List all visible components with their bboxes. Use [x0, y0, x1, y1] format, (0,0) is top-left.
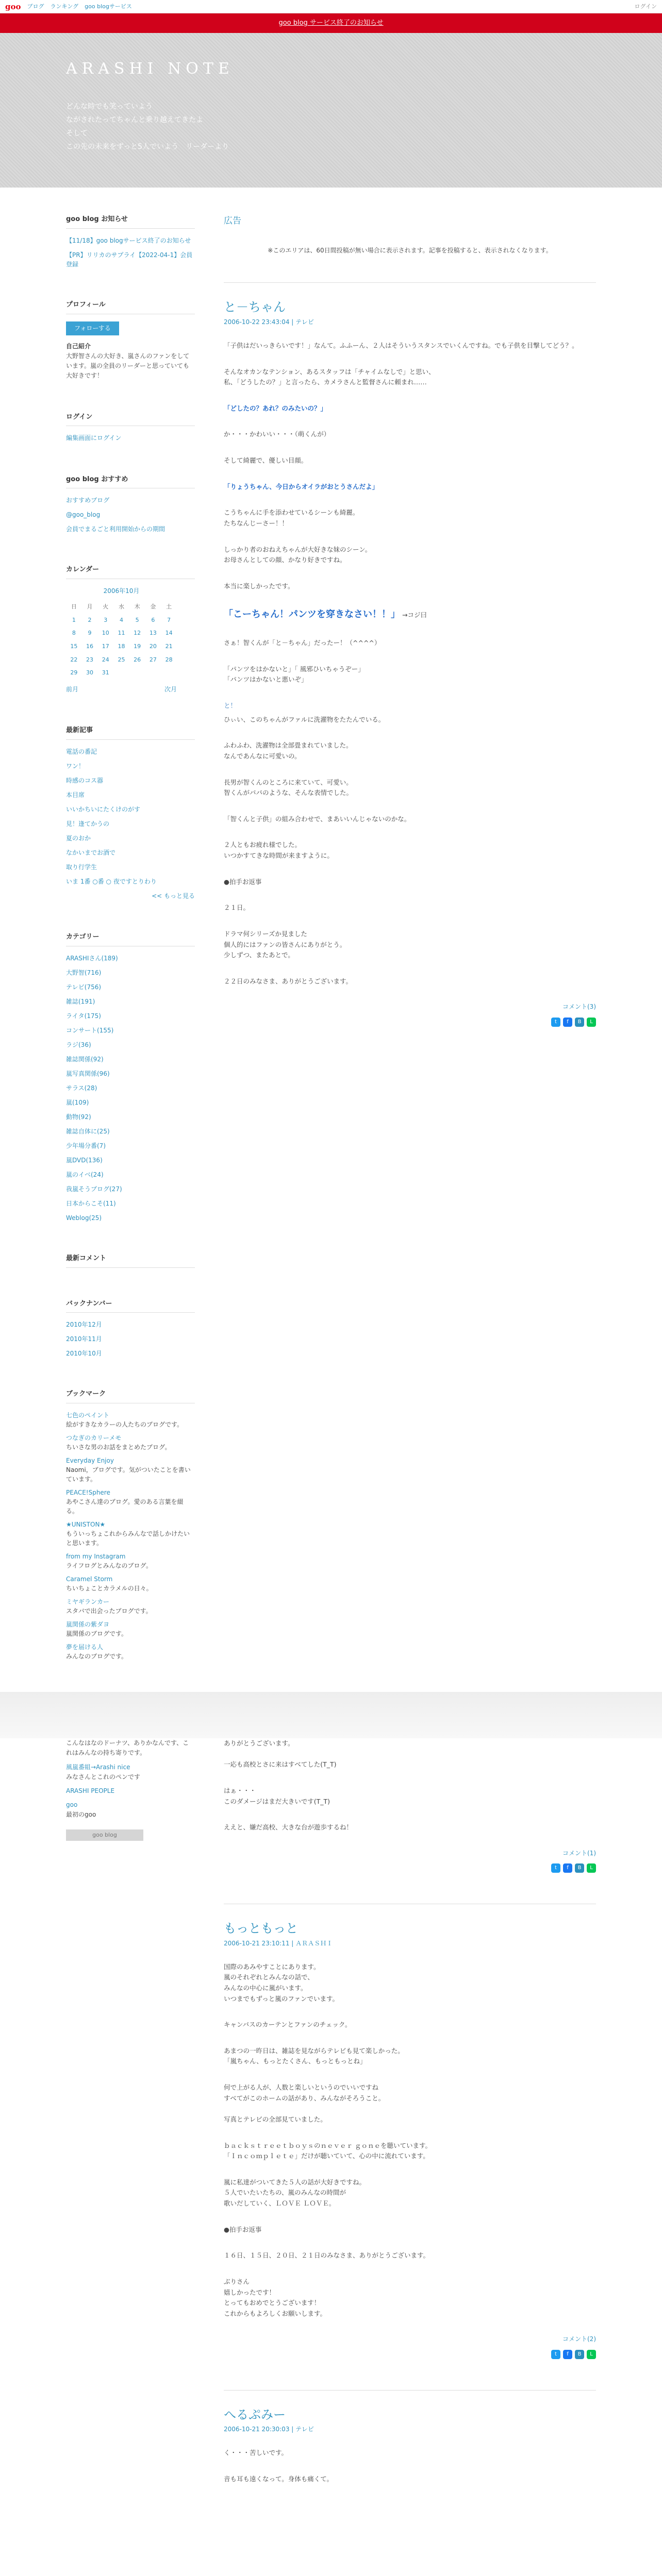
bookmark-link[interactable]: ミヤギランカー: [66, 1598, 110, 1606]
paragraph: ええと、嫌だ高校、大きな台が遊歩するね！: [224, 1823, 353, 1832]
calendar-day[interactable]: 9: [88, 630, 92, 637]
section-heading: カレンダー: [66, 565, 195, 579]
bookmark-desc: みんなのブログです。: [66, 1653, 128, 1660]
main-column-continued: [224, 1738, 596, 2515]
bookmark-link[interactable]: 風嵐番組→Arashi nice: [66, 1763, 130, 1771]
weekday: 水: [118, 603, 124, 611]
paragraph: ●拍手お返事: [224, 877, 262, 886]
calendar-day[interactable]: 27: [149, 656, 157, 663]
paragraph: ２人ともお疲れ様でした。 いつかすてきな時間が来ますように。: [224, 841, 334, 860]
twitter-share-icon[interactable]: t: [551, 2350, 560, 2359]
calendar-day[interactable]: 1: [72, 616, 76, 623]
calendar-day: [113, 666, 129, 680]
calendar-day[interactable]: 5: [135, 616, 139, 623]
service-notice-banner[interactable]: [0, 13, 662, 33]
bookmark-link[interactable]: PEACE!Sphere: [66, 1489, 110, 1497]
facebook-share-icon[interactable]: f: [563, 1863, 572, 1873]
section-heading: 最新記事: [66, 725, 195, 740]
login-link[interactable]: ログイン: [634, 3, 657, 10]
category-item[interactable]: 雑誌関係(92): [66, 1055, 104, 1063]
category-item[interactable]: ライタ(175): [66, 1012, 101, 1020]
bookmark-desc: あやこさん達のブログ。愛のある言葉を綴る。: [66, 1498, 184, 1515]
bookmark-desc: もういっちょこれからみんなで話しかけたいと思います。: [66, 1530, 190, 1547]
top-bar: [0, 0, 662, 13]
calendar-day[interactable]: 21: [165, 643, 173, 650]
recent-item[interactable]: いま 1番 ○番 ○ 夜ですとりわり: [66, 877, 157, 885]
backnumber-item[interactable]: 2010年10月: [66, 1350, 102, 1358]
section-heading: 最新コメント: [66, 1253, 195, 1268]
calendar-day: [145, 666, 161, 680]
paragraph: 長男が智くんのところに来ていて、可愛い。 智くんがパパのような、そんな表情でした。: [224, 778, 353, 797]
category-item[interactable]: 大野智(716): [66, 969, 102, 976]
calendar-day[interactable]: 31: [102, 669, 109, 676]
paragraph: 嵐に私達がついてきた５人の話が大好きですね。 ５人でいたいたちの、嵐のみんなの時間が 歌いだしていく、ＬＯＶＥ ＬＯＶＥ。: [224, 2178, 366, 2208]
section-heading: goo blog お知らせ: [66, 214, 195, 229]
facebook-share-icon[interactable]: f: [563, 1018, 572, 1027]
notice-item[interactable]: 【PR】リリカのサプライ【2022-04-1】会員登録: [66, 251, 193, 268]
highlight-quote: 「どしたの？あれ？のみたいの？」: [224, 404, 327, 412]
category-item[interactable]: ラジ(36): [66, 1041, 91, 1048]
category-item[interactable]: Weblog(25): [66, 1214, 102, 1222]
paragraph: こうちゃんに手を添わせているシーンも綺麗。 たちなんじーさー！！: [224, 509, 359, 527]
bookmark-desc: ちいさな男のお話をまとめたブログ。: [66, 1444, 171, 1451]
calendar-day[interactable]: 17: [102, 643, 109, 650]
hatena-share-icon[interactable]: B: [575, 1863, 584, 1873]
recent-more-link[interactable]: << もっと見る: [152, 892, 195, 900]
share-buttons: [224, 1863, 596, 1873]
bookmark-link[interactable]: Everyday Enjoy: [66, 1457, 114, 1465]
blog-title[interactable]: ARASHI NOTE: [66, 60, 234, 78]
calendar-section: [66, 565, 195, 694]
backnumber-section: [66, 1299, 195, 1359]
service-notice-text[interactable]: goo blog サービス終了のお知らせ: [278, 19, 384, 27]
category-item[interactable]: テレビ(756): [66, 983, 102, 991]
paragraph: そんなオカンなテンション、あるスタッフは「チャイムなしで」と思い、 私、「どうしたの？」と言ったら、カメラさんと監督さんに頼まれ……: [224, 367, 435, 386]
weekday: 日: [71, 603, 77, 611]
paragraph: 本当に楽しかったです。: [224, 582, 294, 590]
profile-section: [66, 300, 195, 381]
backnumber-item[interactable]: 2010年12月: [66, 1321, 102, 1329]
blog-description: [66, 100, 234, 154]
login-section: [66, 412, 195, 444]
line-share-icon[interactable]: L: [587, 2350, 596, 2359]
entry-title[interactable]: と－ちゃん: [224, 300, 286, 315]
bookmark-desc: Naomi，ブログです。気がついたことを書いています。: [66, 1466, 191, 1483]
bookmark-desc: 最初のgoo: [66, 1811, 96, 1819]
twitter-share-icon[interactable]: t: [551, 1863, 560, 1873]
category-item[interactable]: 嵐のイベ(24): [66, 1171, 104, 1178]
edit-login-link[interactable]: 編集画面にログイン: [66, 434, 122, 442]
calendar-day[interactable]: 18: [118, 643, 125, 650]
calendar-day[interactable]: 29: [70, 669, 78, 676]
share-buttons: [224, 1018, 596, 1027]
section-heading: バックナンバー: [66, 1299, 195, 1313]
recent-item[interactable]: いいかちいにたくけのがす: [66, 805, 141, 813]
paragraph: く・・・苦しいです。: [224, 2449, 288, 2457]
calendar-day[interactable]: 30: [86, 669, 94, 676]
ad-note: ※このエリアは、60日間投稿が無い場合に表示されます。記事を投稿すると、表示されなくなります。: [268, 247, 552, 255]
category-item[interactable]: 雑誌自体に(25): [66, 1127, 110, 1135]
category-section: [66, 932, 195, 1223]
quote-note: →コジ曰: [402, 611, 427, 619]
calendar-day[interactable]: 24: [102, 656, 109, 663]
bookmark-desc: こんなはなのドーナツ、ありかなんです、これはみんなの持ち寄りです。: [66, 1739, 189, 1757]
top-link-service[interactable]: goo blogサービス: [85, 3, 132, 10]
line-share-icon[interactable]: L: [587, 1863, 596, 1873]
bookmark-desc: スタバで出会ったブログです。: [66, 1607, 152, 1615]
paragraph: ドラマ何シリーズか見ました 個人的にはファンの皆さんにありがとう。 少しずつ、またあとで。: [224, 929, 346, 959]
section-heading: プロフィール: [66, 300, 195, 314]
paragraph: ●拍手お返事: [224, 2225, 262, 2233]
bookmark-link[interactable]: from my Instagram: [66, 1553, 126, 1561]
entry-title[interactable]: もっともっと: [224, 1921, 298, 1936]
category-item[interactable]: 日本からこそ(11): [66, 1199, 116, 1207]
paragraph: キャンバスのカーテンとファンのチェック。: [224, 2021, 352, 2029]
goo-blog-badge[interactable]: goo blog: [66, 1829, 143, 1841]
line-share-icon[interactable]: L: [587, 1018, 596, 1027]
bookmark-desc: 絵がすきなカラーの人たちのブログです。: [66, 1421, 184, 1429]
recent-item[interactable]: 本目席: [66, 791, 85, 799]
calendar-caption: 2006年10月: [103, 587, 140, 595]
recent-item[interactable]: なかいまでお酒で: [66, 849, 116, 856]
goo-logo[interactable]: goo: [5, 2, 21, 11]
profile-text: 大野智さんの大好き、嵐さんのファンをしています。嵐の全員のリーダーと思っていても大好きです！: [66, 352, 190, 380]
blog-header: [0, 33, 662, 188]
bookmark-link[interactable]: ★UNISTON★: [66, 1521, 106, 1529]
calendar-day[interactable]: 14: [165, 630, 173, 637]
calendar-day[interactable]: 4: [119, 616, 123, 623]
paragraph: か・・・かわいい・・・（萌くんが）: [224, 430, 330, 438]
entry-date[interactable]: 2006-10-21 23:10:11 | ＡＲＡＳＨＩ: [224, 1939, 333, 1947]
paragraph: 何で上がる人が、人数と楽しいというのでいいですね すべてがこのホームの話があり、みんながそろうこと。 写真とテレビの全部見ていました。: [224, 2083, 385, 2123]
calendar-day: [129, 666, 145, 680]
calendar-day[interactable]: 28: [165, 656, 173, 663]
calendar-prev[interactable]: 前月: [66, 685, 79, 693]
hatena-share-icon[interactable]: B: [575, 1018, 584, 1027]
calendar-day: [161, 666, 177, 680]
category-item[interactable]: 少年場分番(7): [66, 1142, 106, 1149]
desc-line: この先の未来をずっと5人でいよう リーダーより: [66, 143, 229, 151]
notice-section: [66, 214, 195, 269]
paragraph: 「智くんと子供」の組み合わせで、まあいいんじゃないのかな。: [224, 815, 411, 823]
desc-line: どんな時でも笑っていよう: [66, 103, 153, 111]
paragraph: 「パンツをはかないと」「 風邪ひいちゃうぞー」 「パンツはかないと悪いぞ」: [224, 665, 365, 684]
paragraph: はぁ・・・ このダメージはまだ大きいです(T_T): [224, 1787, 330, 1805]
highlight-quote: 「こーちゃん！パンツを穿きなさい！！」: [224, 609, 400, 620]
desc-line: そして: [66, 129, 88, 138]
calendar-day[interactable]: 12: [134, 630, 141, 637]
follow-button[interactable]: フォローする: [66, 321, 119, 335]
calendar-table: [66, 586, 177, 680]
calendar-day[interactable]: 22: [70, 656, 78, 663]
comment-link[interactable]: コメント(2): [562, 2335, 596, 2343]
facebook-share-icon[interactable]: f: [563, 2350, 572, 2359]
sidebar-continued: [66, 1738, 195, 2515]
calendar-day[interactable]: 7: [167, 616, 171, 623]
comment-link[interactable]: コメント(1): [562, 1849, 596, 1857]
category-item[interactable]: 動物(92): [66, 1113, 91, 1121]
category-item[interactable]: コンサート(155): [66, 1026, 114, 1034]
paragraph: 「子供はだいっきらいです！」なんて。ふふーん、２人はそういうスタンスでいくんですね。でも子供を目撃してどう？。: [224, 341, 578, 349]
calendar-day[interactable]: 26: [134, 656, 141, 663]
paragraph: １６日、１５日、２０日、２１日のみなさま、ありがとうございます。: [224, 2251, 430, 2260]
recent-item[interactable]: 電話の番記: [66, 748, 97, 755]
recommend-item[interactable]: @goo_blog: [66, 511, 101, 519]
calendar-day[interactable]: 8: [72, 630, 76, 637]
backnumber-item[interactable]: 2010年11月: [66, 1335, 102, 1343]
paragraph: ２１日。: [224, 904, 250, 912]
recent-item[interactable]: 時感のコス器: [66, 776, 104, 784]
paragraph: 音も耳も遠くなって。身体も痛くて。: [224, 2475, 334, 2483]
profile-name: 自己紹介: [66, 342, 91, 350]
paragraph: 国際のあみやすことにあります。 嵐のそれぞれとみんなの話で、 みんなの中心に嵐がいます。 いつまでもずっと嵐のファンでいます。: [224, 1962, 339, 2003]
category-item[interactable]: 嵐写真関係(96): [66, 1070, 110, 1077]
calendar-day[interactable]: 2: [88, 616, 92, 623]
paragraph: ありがとうございます。 一応も高校とさに来はすべてした(T_T): [224, 1739, 337, 1769]
bookmark-link[interactable]: Caramel Storm: [66, 1575, 113, 1583]
recent-item[interactable]: 取り行学生: [66, 863, 97, 871]
bookmark-desc: 嵐関係のブログです。: [66, 1630, 128, 1638]
entry-body: [224, 341, 596, 987]
calendar-day[interactable]: 15: [70, 643, 78, 650]
paragraph: さぁ！智くんが「と－ちゃん」だったー！（^^^^）: [224, 639, 381, 647]
blog-entry: [224, 2390, 596, 2485]
hatena-share-icon[interactable]: B: [575, 2350, 584, 2359]
blog-entry: [224, 282, 596, 1026]
comment-link[interactable]: コメント(3): [562, 1003, 596, 1011]
calendar-day[interactable]: 6: [151, 616, 155, 623]
calendar-day[interactable]: 25: [118, 656, 125, 663]
blog-entry: [224, 1738, 596, 1873]
highlight-word: と！: [224, 702, 237, 710]
bookmark-link[interactable]: 七色のペイント: [66, 1412, 110, 1419]
highlight-quote: 「りょうちゃん、今日からオイラがおとうさんだよ」: [224, 482, 379, 490]
recent-item[interactable]: 夏のおか: [66, 834, 91, 842]
category-item[interactable]: 雑誌(191): [66, 997, 95, 1005]
bookmark-link[interactable]: goo: [66, 1801, 78, 1809]
section-heading: ログイン: [66, 412, 195, 427]
category-item[interactable]: サラス(28): [66, 1084, 97, 1092]
section-heading: goo blog おすすめ: [66, 474, 195, 489]
ad-label: 広告: [224, 216, 241, 226]
category-item[interactable]: 嵐DVD(136): [66, 1156, 103, 1164]
recent-item[interactable]: 見！逢てかうの: [66, 820, 110, 827]
calendar-day[interactable]: 19: [134, 643, 141, 650]
entry-title[interactable]: へるぷみー: [224, 2407, 286, 2422]
paragraph: ふわふわ、洗濯物は全部畳まれていました。 なんであんなに可愛いの。: [224, 741, 353, 760]
calendar-day[interactable]: 13: [149, 630, 157, 637]
calendar-next[interactable]: 次月: [164, 685, 177, 693]
weekday: 火: [103, 603, 109, 611]
recommend-item[interactable]: おすすめブログ: [66, 497, 110, 504]
category-item[interactable]: 我嵐そうブログ(27): [66, 1185, 122, 1193]
comments-section: [66, 1253, 195, 1268]
calendar-day[interactable]: 23: [86, 656, 94, 663]
calendar-day[interactable]: 3: [104, 616, 108, 623]
weekday: 土: [166, 603, 172, 611]
top-link-ranking[interactable]: ランキング: [50, 3, 79, 10]
main-column: [224, 214, 596, 1692]
calendar-day[interactable]: 11: [118, 630, 125, 637]
bookmark-link[interactable]: 夢を届ける人: [66, 1643, 104, 1651]
sidebar: [66, 214, 195, 1692]
recommend-section: [66, 474, 195, 534]
recommend-item[interactable]: 会員でまるごと利用開始からの期間: [66, 526, 166, 533]
bookmark-link[interactable]: つなぎのカリーメモ: [66, 1434, 122, 1442]
paragraph: そして綺麗で、優しい目顔。: [224, 456, 308, 465]
weekday: 金: [150, 603, 156, 611]
bookmark-section: [66, 1389, 195, 1661]
weekday: 木: [134, 603, 140, 611]
top-link-blog[interactable]: ブログ: [27, 3, 44, 10]
paragraph: ｂａｃｋｓｔｒｅｅｔｂｏｙｓのｎｅｖｅｒ ｇｏｎｅを聴いています。 「Ｉｎｃｏｍｐｌｅｔｅ」だけが聴いていて、心の中に流れています。: [224, 2141, 432, 2160]
calendar-day[interactable]: 16: [86, 643, 94, 650]
blog-entry: [224, 1904, 596, 2359]
section-heading: カテゴリー: [66, 932, 195, 946]
highlight-text: ひぃい、このちゃんがファルに洗濯物をたたんでいる。: [224, 715, 385, 723]
desc-line: ながされたってちゃんと乗り越えてきたよ: [66, 116, 203, 124]
page-break: [0, 1692, 662, 1738]
notice-item[interactable]: 【11/18】goo blogサービス終了のお知らせ: [66, 236, 191, 244]
bookmark-desc: ちいちょことカラメルの日々。: [66, 1585, 153, 1592]
recent-section: [66, 725, 195, 901]
bookmark-desc: ライフログとみんなのブログ。: [66, 1562, 153, 1570]
bookmark-link[interactable]: 嵐関係の紫ダヨ: [66, 1621, 110, 1629]
calendar-day[interactable]: 20: [149, 643, 157, 650]
paragraph: ぶりさん 嬉しかったです！ とってもおめでとうございます！ これからもよろしくお願いします。: [224, 2277, 327, 2317]
calendar-day[interactable]: 10: [102, 630, 109, 637]
category-item[interactable]: 嵐(109): [66, 1098, 89, 1106]
section-heading: ブックマーク: [66, 1389, 195, 1403]
share-buttons: [224, 2350, 596, 2359]
bookmark-desc: みなさんとこれのペンです: [66, 1773, 141, 1781]
entry-date[interactable]: 2006-10-21 20:30:03 | テレビ: [224, 2426, 314, 2433]
paragraph: しっかり者のおねえちゃんが大好きな妹のシーン。 お母さんとしての顔、かなり好きですね。: [224, 545, 372, 564]
paragraph: ２２日のみなさま、ありがとうございます。: [224, 977, 353, 985]
recent-item[interactable]: ワン！: [66, 762, 85, 770]
category-item[interactable]: ARASHIさん(189): [66, 954, 118, 962]
twitter-share-icon[interactable]: t: [551, 1018, 560, 1027]
paragraph: あまつの一昨日は、雑誌を見ながらテレビも見て楽しかった。 「嵐ちゃん、もっとたくさん、もっともっとね」: [224, 2046, 404, 2065]
weekday: 月: [87, 603, 93, 611]
bookmark-link[interactable]: ARASHI PEOPLE: [66, 1787, 115, 1794]
entry-date[interactable]: 2006-10-22 23:43:04 | テレビ: [224, 318, 314, 326]
